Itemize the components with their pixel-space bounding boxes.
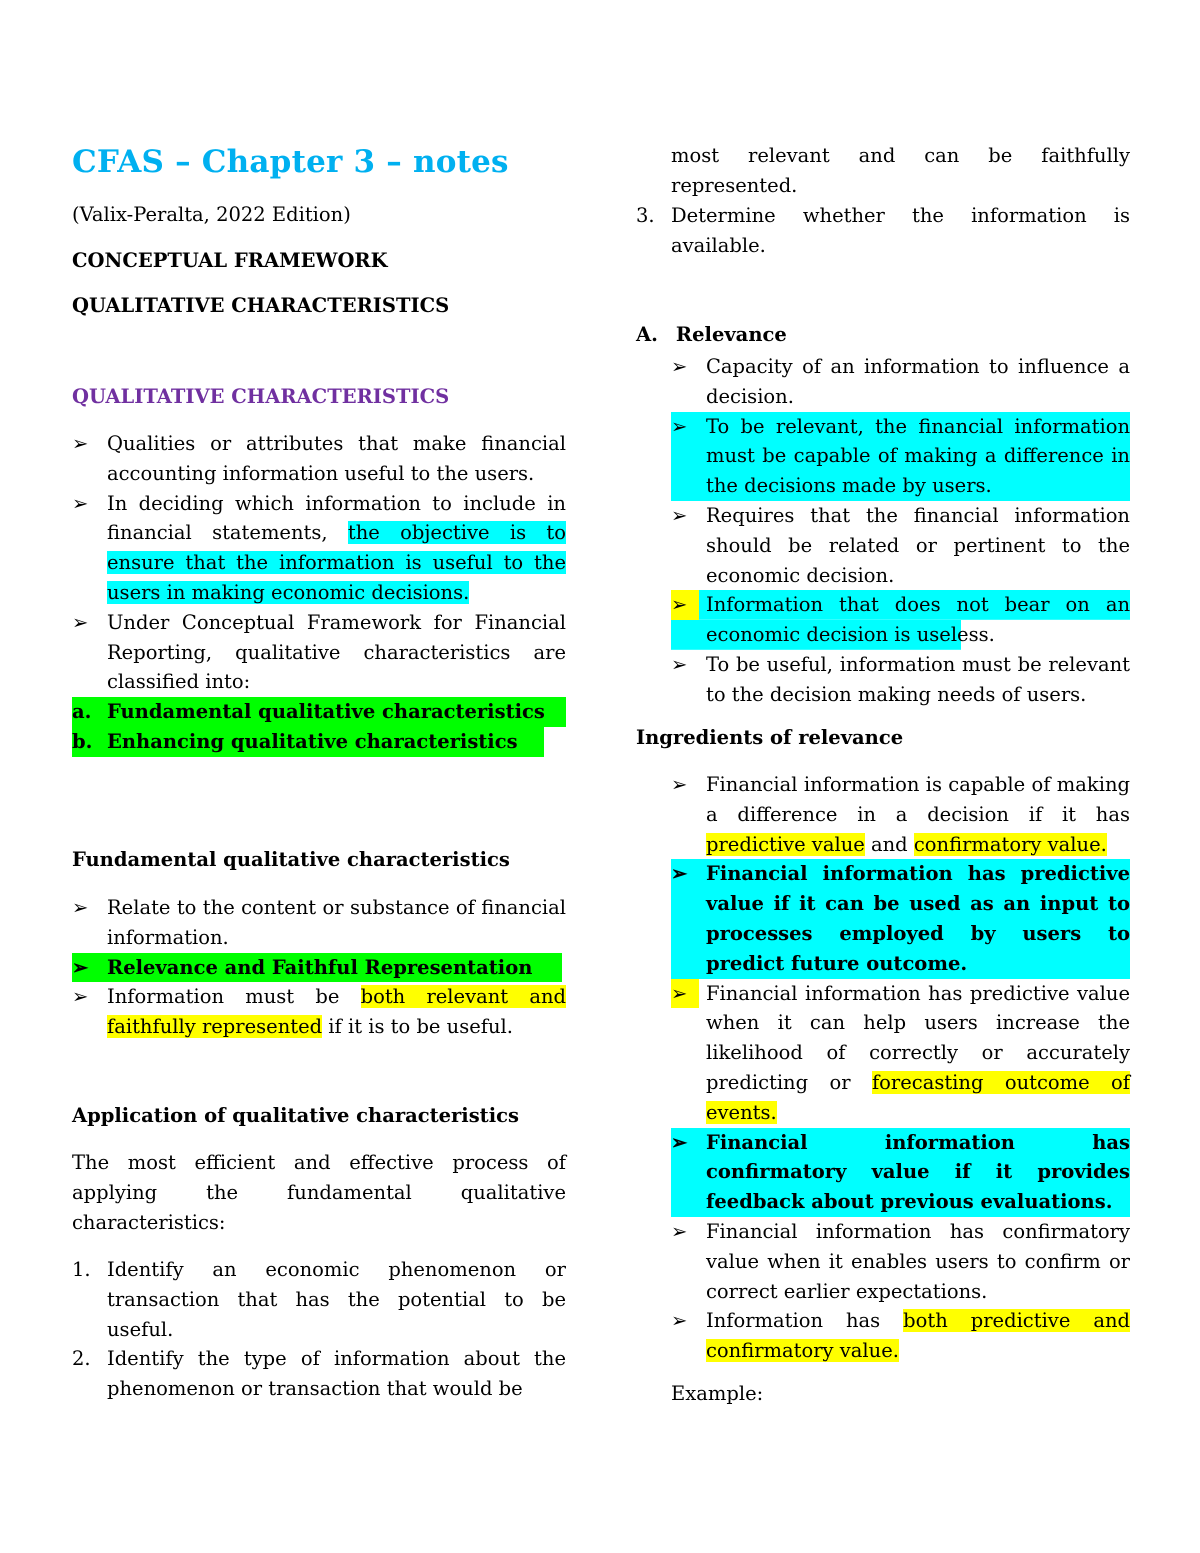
list-item: ➢ Financial information is capable of making a difference in a decision if it has predictive value and confirmatory value. xyxy=(671,770,1130,859)
list-item: ➢ Financial information has confirmatory value if it provides feedback about previous evaluations. xyxy=(671,1128,1130,1217)
bullet-arrow-icon: ➢ xyxy=(72,432,89,455)
highlight-yellow: predictive value xyxy=(706,832,865,856)
highlight-yellow: both relevant and faithfully represented xyxy=(107,985,567,1039)
list-item: ➢ Financial information has predictive value if it can be used as an input to processes employed by users to predict future outcome. xyxy=(671,859,1130,978)
fundamental-heading: Fundamental qualitative characteristics xyxy=(72,848,510,871)
list-item: ➢ Information has both predictive and confirmatory value. xyxy=(671,1306,1130,1366)
bullet-arrow-icon: ➢ xyxy=(671,590,699,620)
list-item: ➢ Relevance and Faithful Representation xyxy=(72,953,566,983)
bullet-arrow-icon: ➢ xyxy=(671,414,688,438)
list-item: ➢ To be relevant, the financial information must be capable of making a difference in the decisions made by users. xyxy=(671,412,1130,501)
list-item: ➢ Information that does not bear on an economic decision is useless. xyxy=(671,590,1130,650)
application-steps-cont xyxy=(636,201,1130,261)
highlight-yellow: forecasting outcome of events. xyxy=(706,1070,1131,1124)
bullet-arrow-icon: ➢ xyxy=(72,985,89,1009)
bullet-arrow-icon: ➢ xyxy=(671,1309,688,1333)
bullet-arrow-icon: ➢ xyxy=(671,979,699,1009)
list-item: 3. Determine whether the information is available. xyxy=(636,204,1130,257)
bullet-arrow-icon: ➢ xyxy=(671,355,688,378)
relevance-heading: A. Relevance xyxy=(636,323,787,346)
list-item: ➢ Under Conceptual Framework for Financial Reporting, qualitative characteristics are classified into: xyxy=(72,608,566,697)
list-item: ➢ Capacity of an information to influence a decision. xyxy=(671,352,1130,412)
list-item: ➢ In deciding which information to include in financial statements, the objective is to ensure that the information is useful to the users in making economic decisions. xyxy=(72,489,566,608)
bullet-arrow-icon: ➢ xyxy=(671,1130,688,1154)
qc-section-heading: QUALITATIVE CHARACTERISTICS xyxy=(72,385,450,408)
list-item: ➢ Financial information has confirmatory value when it enables users to confirm or correct earlier expectations. xyxy=(671,1217,1130,1306)
example-label: Example: xyxy=(671,1382,764,1405)
ingredients-heading: Ingredients of relevance xyxy=(636,726,904,749)
bullet-arrow-icon: ➢ xyxy=(72,610,89,634)
list-item: ➢ Financial information has predictive value when it can help users increase the likelihood of correctly or accurately predicting or forecasting outcome of events. xyxy=(671,979,1130,1128)
step2-continued: most relevant and can be faithfully represented. xyxy=(671,144,1130,197)
highlight-yellow: confirmatory value. xyxy=(913,832,1107,856)
application-heading: Application of qualitative characteristics xyxy=(72,1104,519,1127)
list-item-enhancing: b. Enhancing qualitative characteristics xyxy=(72,727,566,757)
list-item: 1. Identify an economic phenomenon or transaction that has the potential to be useful. xyxy=(72,1258,566,1341)
relevance-bullet-list xyxy=(671,352,1130,710)
highlight-yellow: both predictive and confirmatory value. xyxy=(706,1309,1130,1363)
application-steps xyxy=(72,1255,566,1404)
bullet-arrow-icon: ➢ xyxy=(671,652,688,676)
bullet-arrow-icon: ➢ xyxy=(671,773,688,796)
fundamental-bullet-list xyxy=(72,893,566,1042)
framework-heading: CONCEPTUAL FRAMEWORK xyxy=(72,249,388,272)
list-item: ➢ Information must be both relevant and faithfully represented if it is to be useful. xyxy=(72,982,566,1042)
highlight-cyan: the objective is to ensure that the information is useful to the users in making economic decisions. xyxy=(107,521,566,604)
bullet-arrow-icon: ➢ xyxy=(72,955,89,979)
list-item: ➢ Requires that the financial information should be related or pertinent to the economic decision. xyxy=(671,501,1130,590)
list-item: ➢ Relate to the content or substance of financial information. xyxy=(72,893,566,953)
list-item-fundamental: a. Fundamental qualitative characteristics xyxy=(72,697,566,727)
bullet-arrow-icon: ➢ xyxy=(671,862,688,886)
list-item: ➢ To be useful, information must be relevant to the decision making needs of users. xyxy=(671,650,1130,710)
bullet-arrow-icon: ➢ xyxy=(72,491,89,515)
qc-bullet-list xyxy=(72,429,566,757)
bullet-arrow-icon: ➢ xyxy=(72,896,89,919)
ingredients-bullet-list xyxy=(671,770,1130,1366)
bullet-arrow-icon: ➢ xyxy=(671,1219,688,1243)
bullet-arrow-icon: ➢ xyxy=(671,503,688,527)
qc-heading: QUALITATIVE CHARACTERISTICS xyxy=(72,294,450,317)
application-intro: The most efficient and effective process of applying the fundamental qualitative characteristics: xyxy=(72,1151,566,1234)
list-item: 2. Identify the type of information about the phenomenon or transaction that would be xyxy=(72,1347,566,1401)
page-title: CFAS – Chapter 3 – notes xyxy=(72,144,509,180)
list-item: ➢ Qualities or attributes that make financial accounting information useful to the users. xyxy=(72,429,566,489)
edition-line: (Valix-Peralta, 2022 Edition) xyxy=(72,203,351,226)
